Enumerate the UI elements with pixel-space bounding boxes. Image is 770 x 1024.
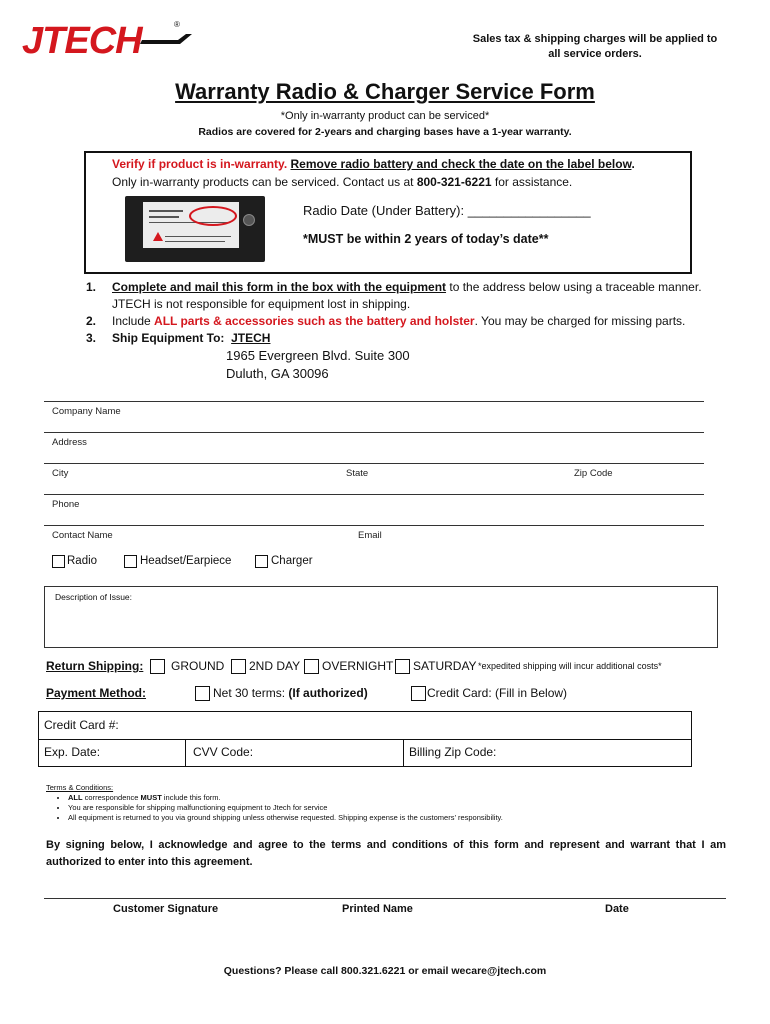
- net30-text: Net 30 terms:: [213, 686, 289, 700]
- terms-text: correspondence: [82, 793, 141, 802]
- ground-checkbox[interactable]: [150, 659, 165, 674]
- field-divider: [44, 463, 704, 464]
- step-2-prefix: Include: [112, 314, 155, 328]
- city-field[interactable]: City: [52, 468, 69, 479]
- credit-card-table: [38, 711, 692, 767]
- billing-zip-field[interactable]: Billing Zip Code:: [409, 745, 497, 759]
- date-label-sticker: [143, 202, 239, 248]
- verify-warning: Verify if product is in-warranty.: [112, 157, 288, 171]
- company-name-field[interactable]: Company Name: [52, 406, 121, 417]
- step-3-label: Ship Equipment To:: [112, 331, 225, 345]
- overnight-checkbox[interactable]: [304, 659, 319, 674]
- headset-checkbox-label: Headset/Earpiece: [140, 555, 232, 567]
- label-line: [149, 216, 179, 218]
- coverage-note: Radios are covered for 2-years and charging bases have a 1-year warranty.: [198, 126, 572, 138]
- support-phone: 800-321-6221: [416, 175, 492, 189]
- net30-label: [213, 686, 368, 700]
- date-requirement: *MUST be within 2 years of today’s date**: [303, 232, 549, 246]
- second-day-label: 2ND DAY: [249, 659, 301, 673]
- field-divider: [44, 401, 704, 402]
- verify-contact-text: Only in-warranty products can be serviced. Contact us at: [112, 175, 417, 189]
- notice-line-1: Sales tax & shipping charges will be applied to: [472, 33, 718, 45]
- card-number-row: [39, 712, 691, 740]
- label-line: [165, 236, 231, 237]
- warranty-note: *Only in-warranty product can be serviced*: [280, 110, 490, 122]
- date-highlight-circle: [189, 206, 237, 226]
- card-number-field[interactable]: Credit Card #:: [44, 718, 119, 732]
- exp-date-field[interactable]: Exp. Date:: [39, 739, 186, 766]
- credit-card-checkbox[interactable]: [411, 686, 426, 701]
- step-number: 1.: [86, 280, 97, 294]
- step-number: 3.: [86, 331, 97, 345]
- form-title: Warranty Radio & Charger Service Form: [175, 79, 595, 104]
- payment-method-label: Payment Method:: [46, 686, 147, 700]
- printed-name-label: Printed Name: [342, 903, 413, 915]
- address-line-1: 1965 Evergreen Blvd. Suite 300: [226, 348, 410, 363]
- step-2-text: . You may be charged for missing parts.: [474, 314, 686, 328]
- step-number: 2.: [86, 314, 97, 328]
- customer-signature-label: Customer Signature: [113, 903, 219, 915]
- warning-icon: [153, 232, 163, 241]
- tax-shipping-notice: [460, 32, 730, 62]
- ship-to-company: JTECH: [231, 331, 271, 345]
- field-divider: [44, 525, 704, 526]
- terms-text: include this form.: [161, 793, 221, 802]
- contact-footer: Questions? Please call 800.321.6221 or email wecare@jtech.com: [223, 965, 547, 977]
- state-field[interactable]: State: [346, 468, 369, 479]
- instructions-list: [86, 279, 732, 347]
- agreement-statement: By signing below, I acknowledge and agree to the terms and conditions of this form and represent and warrant that I am authorized to enter into this agreement.: [46, 839, 726, 868]
- cvv-field[interactable]: CVV Code:: [186, 739, 404, 766]
- terms-emphasis: ALL: [68, 793, 83, 802]
- field-divider: [44, 494, 704, 495]
- address-line-2: Duluth, GA 30096: [226, 366, 329, 381]
- terms-item: [68, 793, 516, 803]
- zip-code-field[interactable]: Zip Code: [574, 468, 613, 479]
- logo-swoosh-icon: [140, 30, 194, 50]
- terms-list: [46, 793, 516, 823]
- verify-assistance-text: for assistance.: [491, 175, 573, 189]
- step-2-emphasis: ALL parts & accessories such as the battery and holster: [154, 314, 475, 328]
- second-day-checkbox[interactable]: [231, 659, 246, 674]
- label-line: [165, 241, 225, 242]
- label-line: [149, 210, 183, 212]
- saturday-label: SATURDAY: [413, 659, 477, 673]
- net30-condition: (If authorized): [288, 686, 368, 700]
- radio-date-field[interactable]: Radio Date (Under Battery): _________________: [303, 203, 591, 218]
- radio-label-photo: [125, 196, 265, 262]
- headset-checkbox[interactable]: [124, 555, 137, 568]
- terms-heading: Terms & Conditions:: [46, 783, 114, 792]
- verify-line-2: [112, 175, 572, 189]
- logo-wordmark: JTECH: [22, 20, 142, 62]
- jtech-logo: [22, 18, 182, 64]
- terms-item: • All equipment is returned to you via ground shipping unless otherwise requested. Shipping expense is the customers’ responsibility.: [68, 813, 516, 823]
- step-1-emphasis: Complete and mail this form in the box with the equipment: [112, 280, 447, 294]
- description-textarea[interactable]: [44, 586, 718, 648]
- radio-checkbox[interactable]: [52, 555, 65, 568]
- overnight-label: OVERNIGHT: [322, 659, 394, 673]
- date-label: Date: [605, 903, 629, 915]
- step-3: [86, 330, 732, 347]
- radio-checkbox-label: Radio: [67, 555, 98, 567]
- terms-conditions: [46, 783, 516, 823]
- return-shipping-label: Return Shipping:: [46, 659, 144, 673]
- verify-instruction: Remove radio battery and check the date on the label below: [290, 157, 632, 171]
- field-divider: [44, 432, 704, 433]
- credit-card-label: Credit Card: (Fill in Below): [427, 686, 568, 700]
- net30-checkbox[interactable]: [195, 686, 210, 701]
- terms-item: • You are responsible for shipping malfunctioning equipment to Jtech for service: [68, 803, 516, 813]
- verify-period: .: [631, 157, 635, 171]
- email-field[interactable]: Email: [358, 530, 382, 541]
- phone-field[interactable]: Phone: [52, 499, 80, 510]
- ground-label: GROUND: [171, 659, 225, 673]
- description-label: Description of Issue:: [55, 592, 133, 602]
- step-2: [86, 313, 732, 330]
- registered-mark: ®: [174, 20, 180, 29]
- charger-checkbox-label: Charger: [271, 555, 313, 567]
- notice-line-2: all service orders.: [548, 48, 642, 60]
- saturday-checkbox[interactable]: [395, 659, 410, 674]
- signature-line[interactable]: [44, 898, 726, 899]
- step-1-text: to the address below using a traceable manner. JTECH is not responsible for equipment lost in shipping.: [112, 280, 702, 311]
- step-1: [86, 279, 732, 313]
- address-field[interactable]: Address: [52, 437, 87, 448]
- verify-line-1: [112, 157, 635, 171]
- expedited-note: *expedited shipping will incur additional costs*: [478, 661, 662, 671]
- screw-icon: [243, 214, 255, 226]
- terms-emphasis: MUST: [140, 793, 162, 802]
- contact-name-field[interactable]: Contact Name: [52, 530, 113, 541]
- charger-checkbox[interactable]: [255, 555, 268, 568]
